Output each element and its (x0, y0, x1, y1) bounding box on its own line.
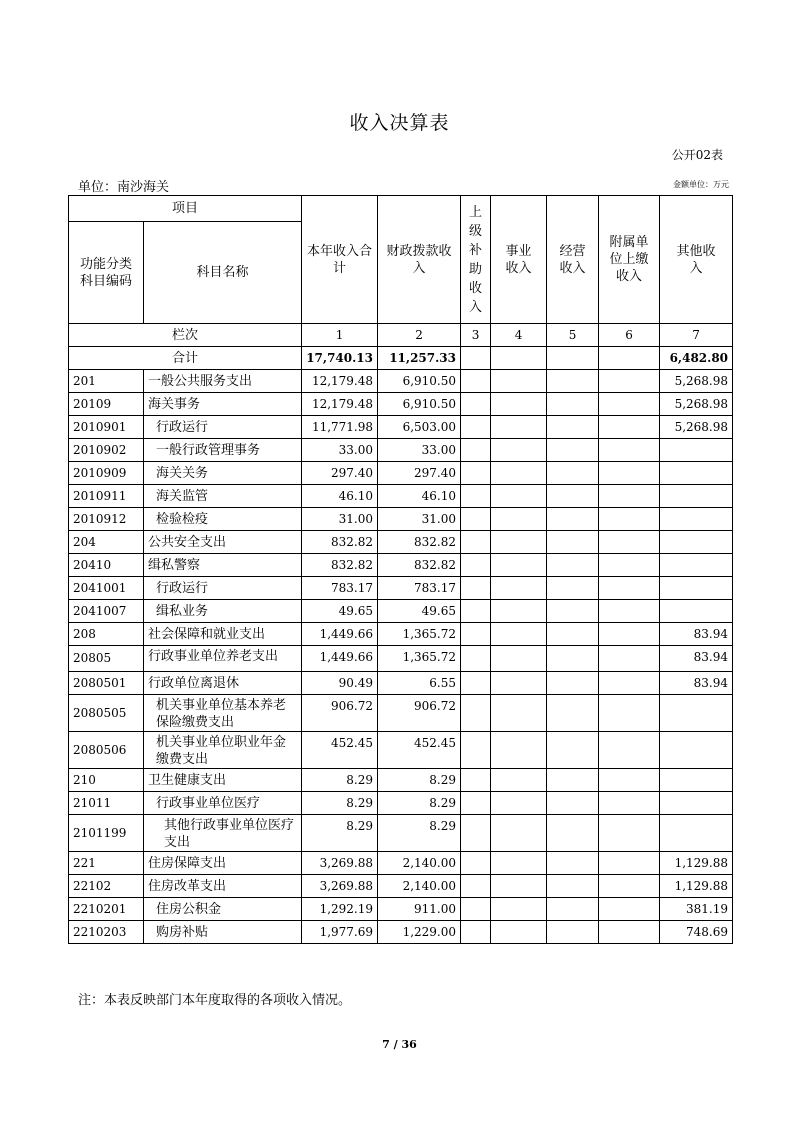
row-value-7: 5,268.98 (660, 393, 733, 416)
row-value-3 (461, 600, 491, 623)
row-value-6 (599, 792, 660, 815)
row-value-7 (660, 732, 733, 769)
row-value-1: 12,179.48 (302, 393, 378, 416)
row-name: 缉私业务 (144, 600, 302, 623)
row-value-5 (547, 416, 599, 439)
row-value-5 (547, 531, 599, 554)
page-number: 7 / 36 (382, 1038, 417, 1051)
table-row (69, 695, 733, 732)
row-value-1: 1,449.66 (302, 646, 378, 672)
table-row (69, 792, 733, 815)
row-value-4 (491, 672, 547, 695)
table-row (69, 439, 733, 462)
row-value-1: 3,269.88 (302, 852, 378, 875)
row-value-2: 1,365.72 (378, 646, 461, 672)
row-value-2: 49.65 (378, 600, 461, 623)
row-value-4 (491, 554, 547, 577)
row-name: 卫生健康支出 (144, 769, 302, 792)
row-value-2: 6,503.00 (378, 416, 461, 439)
row-value-4 (491, 921, 547, 944)
table-row (69, 577, 733, 600)
table-row (69, 732, 733, 769)
row-value-5 (547, 875, 599, 898)
row-value-7: 83.94 (660, 646, 733, 672)
row-value-6 (599, 439, 660, 462)
row-value-4 (491, 485, 547, 508)
row-value-6 (599, 732, 660, 769)
row-value-7: 83.94 (660, 672, 733, 695)
col-number: 5 (547, 324, 599, 347)
row-value-1: 1,977.69 (302, 921, 378, 944)
table-note: 注：本表反映部门本年度取得的各项收入情况。 (78, 993, 352, 1008)
row-name: 行政运行 (144, 416, 302, 439)
row-name: 购房补贴 (144, 921, 302, 944)
row-name: 海关关务 (144, 462, 302, 485)
row-code: 2010901 (69, 416, 144, 439)
row-value-4 (491, 769, 547, 792)
row-value-1: 906.72 (302, 695, 378, 732)
row-value-2: 6,910.50 (378, 393, 461, 416)
table-row (69, 815, 733, 852)
row-value-2: 297.40 (378, 462, 461, 485)
row-value-4 (491, 875, 547, 898)
row-value-5 (547, 769, 599, 792)
row-value-4 (491, 646, 547, 672)
row-value-1: 31.00 (302, 508, 378, 531)
header-col-6: 附属单位上缴收入 (599, 196, 660, 324)
row-value-5 (547, 695, 599, 732)
total-value-7: 6,482.80 (660, 347, 733, 370)
row-value-1: 12,179.48 (302, 370, 378, 393)
row-name: 检验检疫 (144, 508, 302, 531)
row-value-6 (599, 462, 660, 485)
row-value-2: 1,365.72 (378, 623, 461, 646)
row-value-6 (599, 921, 660, 944)
row-value-4 (491, 531, 547, 554)
row-value-2: 906.72 (378, 695, 461, 732)
header-code: 功能分类科目编码 (69, 222, 144, 324)
row-value-5 (547, 577, 599, 600)
row-value-6 (599, 577, 660, 600)
row-value-3 (461, 875, 491, 898)
row-value-4 (491, 815, 547, 852)
table-row (69, 508, 733, 531)
header-col-5: 经营收入 (547, 196, 599, 324)
row-code: 2041001 (69, 577, 144, 600)
row-value-5 (547, 646, 599, 672)
row-code: 2080505 (69, 695, 144, 732)
row-value-1: 783.17 (302, 577, 378, 600)
row-value-1: 832.82 (302, 554, 378, 577)
table-row (69, 646, 733, 672)
row-value-1: 297.40 (302, 462, 378, 485)
row-value-1: 90.49 (302, 672, 378, 695)
row-value-7 (660, 695, 733, 732)
row-value-2: 6,910.50 (378, 370, 461, 393)
row-value-7 (660, 462, 733, 485)
row-name: 住房保障支出 (144, 852, 302, 875)
row-value-7: 83.94 (660, 623, 733, 646)
row-name: 机关事业单位基本养老保险缴费支出 (144, 695, 302, 732)
row-value-7 (660, 439, 733, 462)
col-number: 6 (599, 324, 660, 347)
table-row (69, 416, 733, 439)
table-row (69, 875, 733, 898)
row-value-5 (547, 600, 599, 623)
row-name: 公共安全支出 (144, 531, 302, 554)
table-row (69, 370, 733, 393)
row-value-6 (599, 875, 660, 898)
row-value-7: 381.19 (660, 898, 733, 921)
header-col-3: 上级补助收入 (461, 196, 491, 324)
row-value-7 (660, 769, 733, 792)
row-value-2: 8.29 (378, 815, 461, 852)
table-row (69, 852, 733, 875)
row-value-4 (491, 792, 547, 815)
row-value-3 (461, 485, 491, 508)
row-value-4 (491, 393, 547, 416)
row-value-1: 832.82 (302, 531, 378, 554)
row-name: 住房公积金 (144, 898, 302, 921)
row-value-7: 748.69 (660, 921, 733, 944)
row-value-5 (547, 508, 599, 531)
row-value-1: 49.65 (302, 600, 378, 623)
row-name: 社会保障和就业支出 (144, 623, 302, 646)
row-value-1: 11,771.98 (302, 416, 378, 439)
row-value-3 (461, 393, 491, 416)
row-value-3 (461, 623, 491, 646)
header-col-7: 其他收入 (660, 196, 733, 324)
unit-label: 单位：南沙海关 (78, 180, 170, 195)
row-value-4 (491, 732, 547, 769)
row-value-3 (461, 815, 491, 852)
row-code: 2010909 (69, 462, 144, 485)
row-code: 22102 (69, 875, 144, 898)
row-code: 2101199 (69, 815, 144, 852)
row-value-6 (599, 769, 660, 792)
row-value-3 (461, 416, 491, 439)
row-value-6 (599, 531, 660, 554)
row-code: 204 (69, 531, 144, 554)
row-value-6 (599, 416, 660, 439)
amount-unit-label: 金额单位：万元 (673, 180, 729, 189)
row-value-5 (547, 732, 599, 769)
row-value-1: 1,449.66 (302, 623, 378, 646)
row-value-3 (461, 646, 491, 672)
row-value-1: 452.45 (302, 732, 378, 769)
row-value-5 (547, 393, 599, 416)
row-value-5 (547, 554, 599, 577)
row-value-2: 8.29 (378, 769, 461, 792)
row-value-3 (461, 792, 491, 815)
table-row (69, 898, 733, 921)
row-value-6 (599, 695, 660, 732)
col-number: 4 (491, 324, 547, 347)
row-value-4 (491, 439, 547, 462)
row-value-4 (491, 600, 547, 623)
table-row (69, 769, 733, 792)
table-row (69, 554, 733, 577)
total-value-1: 17,740.13 (302, 347, 378, 370)
row-name: 行政事业单位医疗 (144, 792, 302, 815)
row-name: 缉私警察 (144, 554, 302, 577)
row-value-1: 8.29 (302, 769, 378, 792)
row-name: 其他行政事业单位医疗支出 (144, 815, 302, 852)
row-value-6 (599, 672, 660, 695)
row-name: 住房改革支出 (144, 875, 302, 898)
row-value-3 (461, 852, 491, 875)
row-value-3 (461, 921, 491, 944)
row-value-7: 5,268.98 (660, 416, 733, 439)
income-table (68, 195, 733, 944)
page-title: 收入决算表 (349, 112, 450, 134)
table-row (69, 623, 733, 646)
row-value-3 (461, 732, 491, 769)
row-value-4 (491, 577, 547, 600)
table-row (69, 921, 733, 944)
table-row (69, 393, 733, 416)
row-code: 201 (69, 370, 144, 393)
row-value-3 (461, 695, 491, 732)
row-value-2: 1,229.00 (378, 921, 461, 944)
row-value-7 (660, 531, 733, 554)
row-value-2: 2,140.00 (378, 875, 461, 898)
row-value-5 (547, 462, 599, 485)
row-value-7: 1,129.88 (660, 852, 733, 875)
table-row (69, 672, 733, 695)
row-name: 行政单位离退休 (144, 672, 302, 695)
row-value-6 (599, 393, 660, 416)
row-value-6 (599, 554, 660, 577)
form-number: 公开02表 (671, 148, 723, 162)
row-value-3 (461, 462, 491, 485)
row-value-6 (599, 485, 660, 508)
row-value-7 (660, 792, 733, 815)
row-code: 20410 (69, 554, 144, 577)
row-value-5 (547, 921, 599, 944)
row-code: 20109 (69, 393, 144, 416)
row-value-5 (547, 623, 599, 646)
row-code: 2010912 (69, 508, 144, 531)
row-value-4 (491, 416, 547, 439)
row-value-5 (547, 485, 599, 508)
row-value-6 (599, 600, 660, 623)
row-value-1: 3,269.88 (302, 875, 378, 898)
row-value-5 (547, 792, 599, 815)
header-item: 项目 (69, 196, 302, 222)
row-value-2: 911.00 (378, 898, 461, 921)
table-row (69, 462, 733, 485)
row-value-7: 1,129.88 (660, 875, 733, 898)
row-value-6 (599, 898, 660, 921)
row-code: 221 (69, 852, 144, 875)
row-code: 2010902 (69, 439, 144, 462)
row-value-1: 8.29 (302, 792, 378, 815)
row-value-2: 31.00 (378, 508, 461, 531)
row-value-5 (547, 898, 599, 921)
header-col-1: 本年收入合计 (302, 196, 378, 324)
row-value-3 (461, 531, 491, 554)
row-code: 2080501 (69, 672, 144, 695)
row-value-2: 6.55 (378, 672, 461, 695)
total-value-2: 11,257.33 (378, 347, 461, 370)
row-value-4 (491, 462, 547, 485)
row-value-6 (599, 370, 660, 393)
row-value-3 (461, 370, 491, 393)
row-name: 海关事务 (144, 393, 302, 416)
row-value-7 (660, 600, 733, 623)
row-code: 20805 (69, 646, 144, 672)
row-value-2: 2,140.00 (378, 852, 461, 875)
row-name: 一般行政管理事务 (144, 439, 302, 462)
row-code: 21011 (69, 792, 144, 815)
col-number: 2 (378, 324, 461, 347)
row-code: 2210203 (69, 921, 144, 944)
row-name: 机关事业单位职业年金缴费支出 (144, 732, 302, 769)
row-value-6 (599, 646, 660, 672)
row-value-3 (461, 439, 491, 462)
table-row (69, 531, 733, 554)
row-value-3 (461, 554, 491, 577)
row-code: 2041007 (69, 600, 144, 623)
row-value-7: 5,268.98 (660, 370, 733, 393)
header-name: 科目名称 (144, 222, 302, 324)
row-value-1: 8.29 (302, 815, 378, 852)
table-row (69, 600, 733, 623)
row-value-7 (660, 815, 733, 852)
row-name: 海关监管 (144, 485, 302, 508)
row-value-7 (660, 554, 733, 577)
col-number: 1 (302, 324, 378, 347)
row-value-2: 832.82 (378, 554, 461, 577)
row-value-4 (491, 508, 547, 531)
row-value-2: 8.29 (378, 792, 461, 815)
row-value-7 (660, 508, 733, 531)
row-value-5 (547, 672, 599, 695)
row-code: 2210201 (69, 898, 144, 921)
row-value-7 (660, 485, 733, 508)
total-label: 合计 (69, 347, 302, 370)
row-value-2: 452.45 (378, 732, 461, 769)
row-value-4 (491, 623, 547, 646)
row-value-5 (547, 370, 599, 393)
row-value-6 (599, 623, 660, 646)
row-value-3 (461, 769, 491, 792)
row-value-4 (491, 695, 547, 732)
row-value-5 (547, 439, 599, 462)
row-value-6 (599, 508, 660, 531)
row-value-2: 832.82 (378, 531, 461, 554)
row-value-5 (547, 815, 599, 852)
header-col-4: 事业收入 (491, 196, 547, 324)
row-value-3 (461, 672, 491, 695)
row-value-7 (660, 577, 733, 600)
header-col-2: 财政拨款收入 (378, 196, 461, 324)
row-name: 一般公共服务支出 (144, 370, 302, 393)
row-value-3 (461, 898, 491, 921)
row-name: 行政事业单位养老支出 (144, 646, 302, 672)
col-number: 3 (461, 324, 491, 347)
row-value-3 (461, 508, 491, 531)
row-code: 2010911 (69, 485, 144, 508)
col-number: 7 (660, 324, 733, 347)
lanci-label: 栏次 (69, 324, 302, 347)
row-code: 208 (69, 623, 144, 646)
row-value-2: 46.10 (378, 485, 461, 508)
row-value-3 (461, 577, 491, 600)
row-value-6 (599, 852, 660, 875)
row-value-5 (547, 852, 599, 875)
row-value-1: 1,292.19 (302, 898, 378, 921)
row-value-4 (491, 370, 547, 393)
row-value-6 (599, 815, 660, 852)
row-value-1: 46.10 (302, 485, 378, 508)
row-value-4 (491, 852, 547, 875)
row-value-1: 33.00 (302, 439, 378, 462)
row-value-2: 33.00 (378, 439, 461, 462)
row-code: 2080506 (69, 732, 144, 769)
row-value-4 (491, 898, 547, 921)
table-row (69, 485, 733, 508)
row-value-2: 783.17 (378, 577, 461, 600)
row-name: 行政运行 (144, 577, 302, 600)
row-code: 210 (69, 769, 144, 792)
